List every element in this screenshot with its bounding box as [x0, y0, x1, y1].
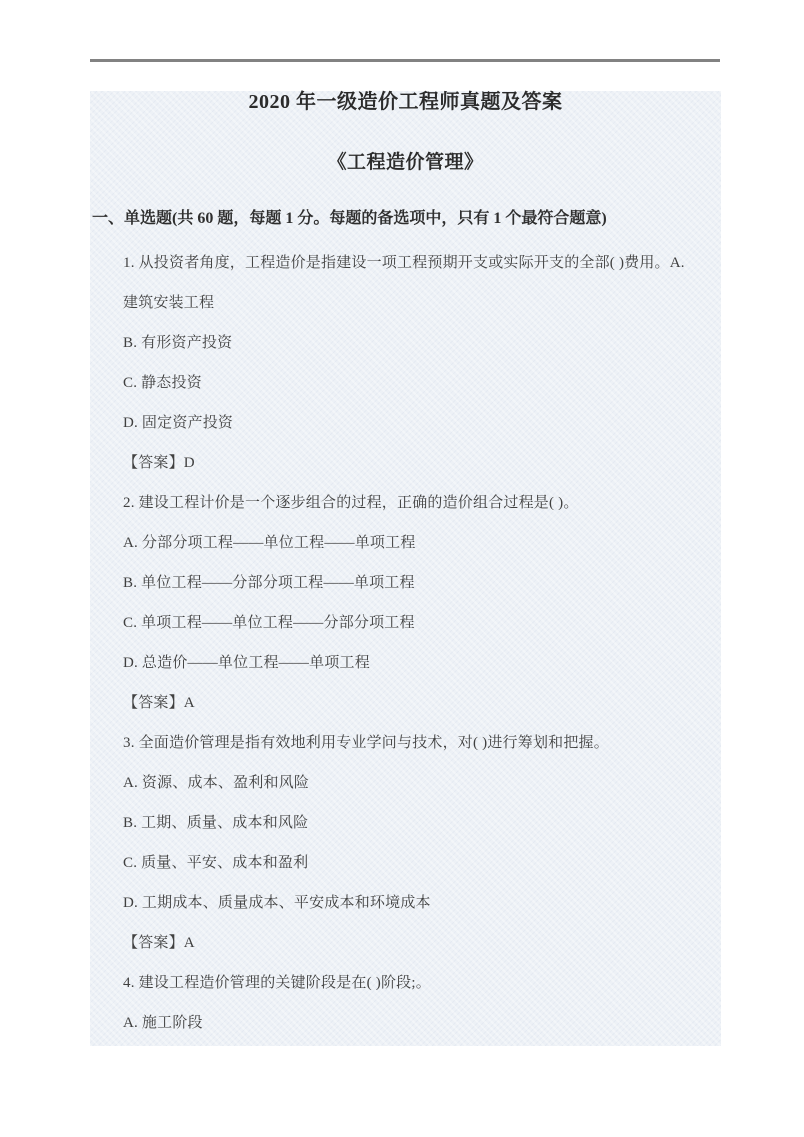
question-1-line-2: 建筑安装工程 — [123, 295, 215, 311]
option-3-c: C. 质量、平安、成本和盈利 — [123, 855, 309, 871]
option-3-a: A. 资源、成本、盈利和风险 — [123, 775, 310, 791]
question-1: 1. 从投资者角度，工程造价是指建设一项工程预期开支或实际开支的全部( )费用。A. — [123, 255, 685, 271]
document-title: 2020 年一级造价工程师真题及答案 — [248, 91, 563, 113]
option-2-a: A. 分部分项工程——单位工程——单项工程 — [123, 535, 416, 551]
option-1-d: D. 固定资产投资 — [123, 415, 234, 431]
option-4-a: A. 施工阶段 — [123, 1015, 203, 1031]
answer-2: 【答案】A — [123, 695, 195, 711]
option-1-c: C. 静态投资 — [123, 375, 202, 391]
option-3-d: D. 工期成本、质量成本、平安成本和环境成本 — [123, 895, 431, 911]
question-2: 2. 建设工程计价是一个逐步组合的过程，正确的造价组合过程是( )。 — [123, 495, 579, 511]
option-3-b: B. 工期、质量、成本和风险 — [123, 815, 309, 831]
option-2-c: C. 单项工程——单位工程——分部分项工程 — [123, 615, 415, 631]
header-rule — [90, 59, 720, 62]
question-4: 4. 建设工程造价管理的关键阶段是在( )阶段;。 — [123, 975, 431, 991]
document-subtitle: 《工程造价管理》 — [327, 152, 484, 173]
option-2-b: B. 单位工程——分部分项工程——单项工程 — [123, 575, 415, 591]
option-2-d: D. 总造价——单位工程——单项工程 — [123, 655, 370, 671]
question-3: 3. 全面造价管理是指有效地利用专业学问与技术，对( )进行筹划和把握。 — [123, 735, 609, 751]
answer-1: 【答案】D — [123, 455, 195, 471]
answer-3: 【答案】A — [123, 935, 195, 951]
option-1-b: B. 有形资产投资 — [123, 335, 233, 351]
document-lines — [90, 243, 721, 1043]
section-heading: 一、单选题(共 60 题，每题 1 分。每题的备选项中，只有 1 个最符合题意) — [92, 210, 607, 227]
document-sheet — [90, 91, 721, 1046]
